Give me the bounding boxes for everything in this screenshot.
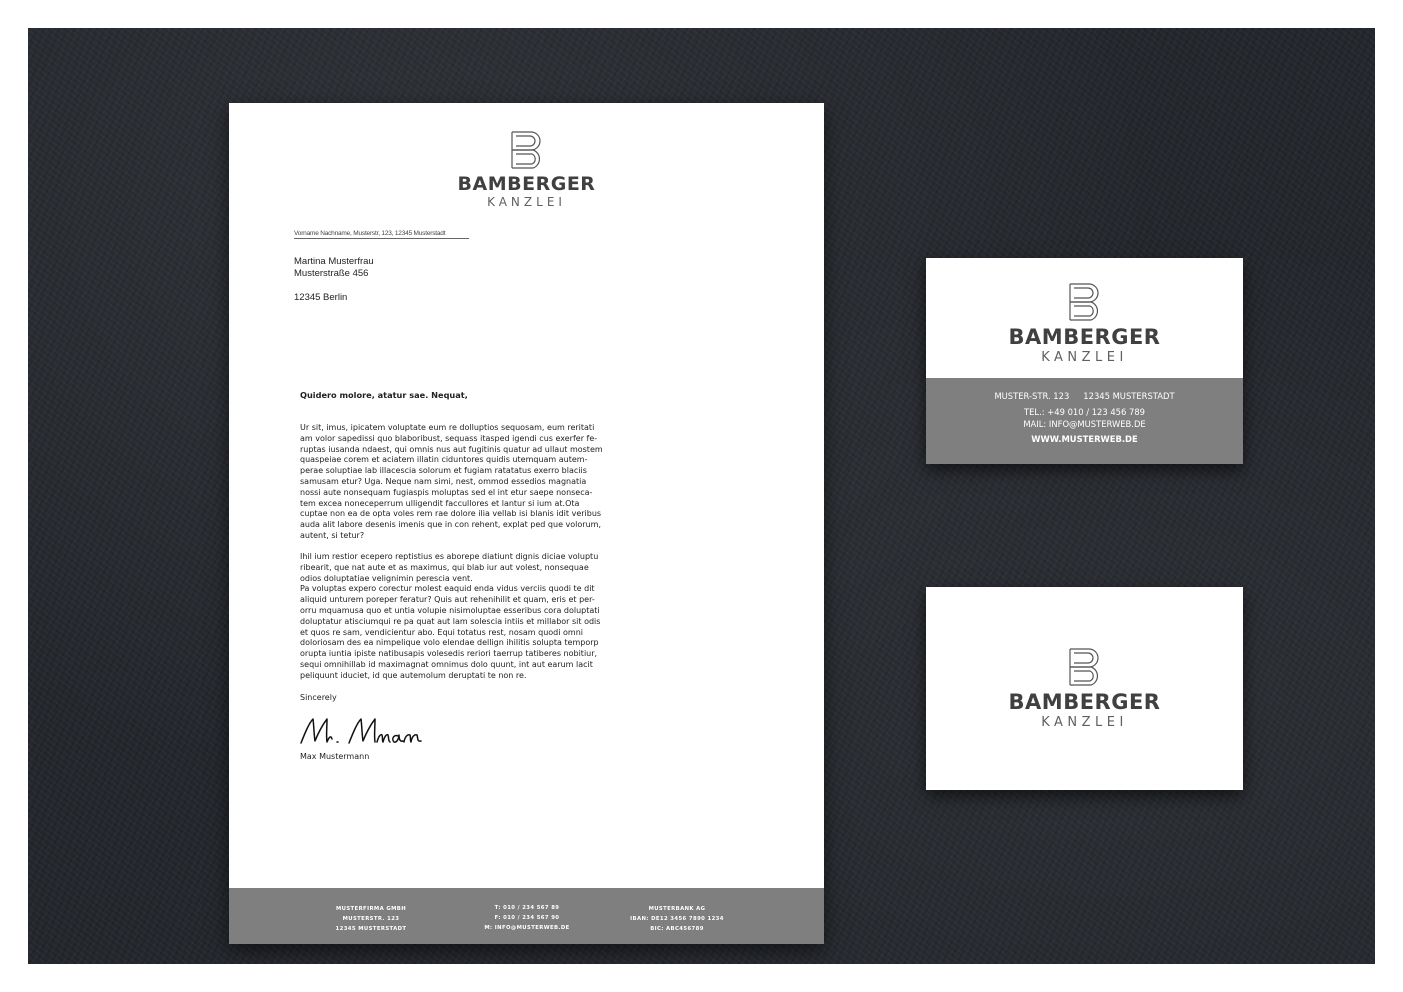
letterhead-sheet (229, 103, 824, 944)
letter-logo (229, 130, 824, 208)
card-phone: TEL.: +49 010 / 123 456 789 (1024, 407, 1145, 417)
card-website: WWW.MUSTERWEB.DE (1031, 434, 1138, 444)
recipient-name: Martina Musterfrau (294, 256, 374, 267)
business-card-front (926, 258, 1243, 464)
handwritten-signature (297, 715, 429, 749)
business-card-back (926, 587, 1243, 790)
recipient-address (294, 256, 374, 304)
letter-paragraph: Ur sit, imus, ipicatem voluptate eum re dolluptios sequosam, eum reritati am volor sapedissi quo blaboribust, sequass itasped igendi cus exerfer fe- ruptas iusanda ndaest, qui omnis nus aut fugitinis quatur ad ullaut mostem quaspeiae corem et aciatem illatin ciduntores quidis utemquam autem- perae soluptiae lab illacescia solorum et fugiam ratatatus exerro blaciis samusam etur? Uga. Neque nam simi, nest, ommod essedios magnatia nossi aute nonsequam fugiaspis moluptas sed el int etur saepe nonseca- tem excea noneceperrum ulligendit faccullores et lantur si ium at.Ota cuptae non ea de opta voles rem rae dolore ilia vellab isi blanis idit veribus auda alit labore desenis imenis que in con rehent, explat ped que volorum, autent, si tetur? (300, 423, 603, 540)
letter-brand-name: BAMBERGER (457, 173, 596, 195)
footer-line: T: 010 / 234 567 89 (494, 905, 560, 911)
footer-line: MUSTERFIRMA GMBH (335, 906, 407, 912)
card-city: 12345 MUSTERSTADT (1083, 391, 1175, 401)
b-monogram-icon (1066, 282, 1104, 322)
footer-contact-column (467, 903, 587, 933)
card-back-logo (926, 647, 1243, 729)
letter-brand-subtitle: KANZLEI (487, 195, 566, 209)
card-front-logo (926, 282, 1243, 364)
footer-line: BIC: ABC456789 (650, 926, 704, 932)
sender-address-line: Vorname Nachname, Musterstr, 123, 12345 Musterstadt (294, 230, 469, 239)
b-monogram-icon (1066, 647, 1104, 687)
footer-line: 12345 MUSTERSTADT (335, 926, 407, 932)
recipient-city: 12345 Berlin (294, 292, 348, 303)
footer-company-column (311, 904, 431, 934)
card-street: MUSTER-STR. 123 (994, 391, 1070, 401)
card-contact-band (926, 378, 1243, 464)
card-brand-subtitle: KANZLEI (1041, 715, 1128, 730)
recipient-street: Musterstraße 456 (294, 268, 369, 279)
footer-line: MUSTERBANK AG (648, 906, 706, 912)
card-email: MAIL: INFO@MUSTERWEB.DE (1023, 419, 1146, 429)
letter-closing: Sincerely (300, 693, 337, 702)
card-brand-subtitle: KANZLEI (1041, 350, 1128, 365)
letter-paragraph: Ihil ium restior ecepero reptistius es aborepe diatiunt dignis diciae voluptu ribearit, que nat aute et as maximus, qui blab iur aut volest, nonsequae odios doluptatiae velignimin perescia vent. Pa voluptas expero corectur molest eaquid enda vidus verciis quodi te dit aliquid unturem poreper feratur? Quis aut rehenihilit et quam, eris et per- orru mquamusa quo et untia volupie nisimoluptae esseribus cora doluptati doluptatur atisciumqui re pa quat aut lam solescia intiis et millabor sit odis et quos re sam, vendicientur abo. Equi totatus rest, nosam quodi omni doloriosam des ea nimpelique volo elendae dellign ihilitis solupta temporp orupta iuntia ipiste natibusapis volesedis reriori taerrup tatiberes nobitiur, sequi omnihillab id maximagnat omnimus dolo quunt, int aut earum lacit peliquunt iduciet, id que autemolum deruptati te non re. (300, 552, 601, 680)
footer-bank-column (617, 904, 737, 934)
footer-line: MUSTERSTR. 123 (342, 916, 400, 922)
footer-line: IBAN: DE12 3456 7890 1234 (630, 916, 724, 922)
card-brand-name: BAMBERGER (1008, 325, 1161, 349)
signer-name: Max Mustermann (300, 752, 370, 761)
b-monogram-icon (509, 130, 545, 170)
card-address (926, 391, 1243, 401)
letter-footer-band (229, 888, 824, 944)
letter-subject: Quidero molore, atatur sae. Nequat, (300, 390, 468, 400)
footer-line: F: 010 / 234 567 90 (494, 915, 560, 921)
leather-background (28, 28, 1375, 964)
card-brand-name: BAMBERGER (1008, 690, 1161, 714)
footer-line: M: INFO@MUSTERWEB.DE (484, 925, 570, 931)
